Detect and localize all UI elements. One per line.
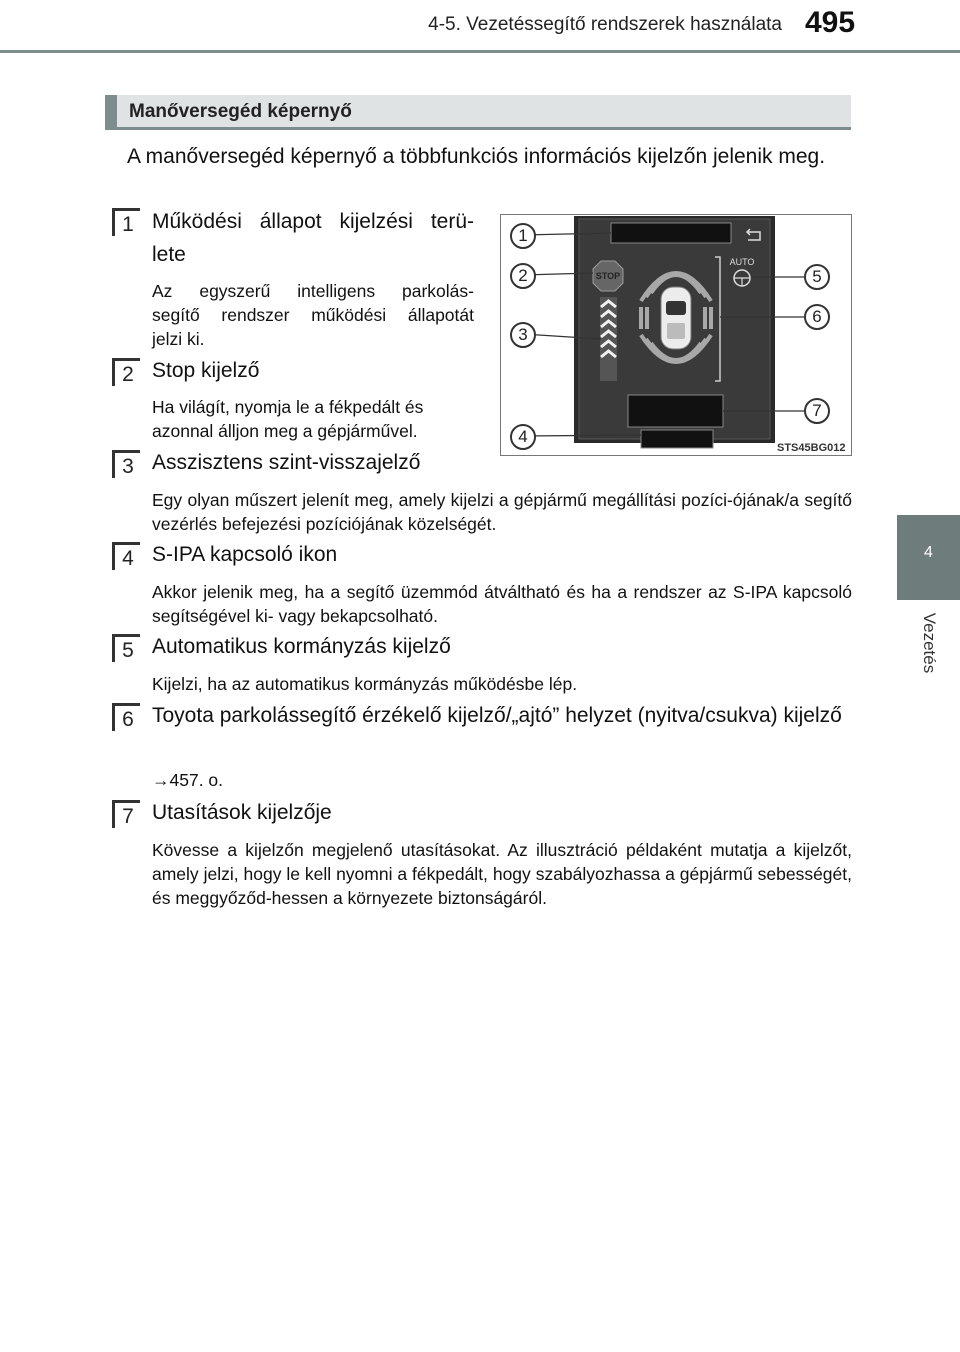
callout-2: 2 xyxy=(510,263,536,289)
section-heading xyxy=(105,95,851,130)
figure-code: STS45BG012 xyxy=(777,442,846,454)
item-number-7: 7 xyxy=(112,800,140,828)
stop-label: STOP xyxy=(595,271,621,281)
instructions-box xyxy=(628,395,723,427)
item-title-3: Asszisztens szint-visszajelző xyxy=(152,451,421,474)
item-title-1-cont: lete xyxy=(152,243,186,266)
item-number-2: 2 xyxy=(112,358,140,386)
status-area xyxy=(611,223,731,243)
item-title-6: Toyota parkolássegítő érzékelő kijelző/„ajtó” helyzet (nyitva/csukva) kijelző xyxy=(152,704,842,727)
callout-7: 7 xyxy=(804,398,830,424)
item-desc-5: Kijelzi, ha az automatikus kormányzás működésbe lép. xyxy=(152,674,578,694)
section-heading-text: Manőversegéd képernyő xyxy=(129,101,352,122)
callout-5: 5 xyxy=(804,264,830,290)
auto-label: AUTO xyxy=(729,257,755,267)
item-number-3: 3 xyxy=(112,450,140,478)
callout-4: 4 xyxy=(510,424,536,450)
item-number-1: 1 xyxy=(112,208,140,236)
item-desc-2-line-1: Ha világít, nyomja le a fékpedált és xyxy=(152,397,424,417)
item-desc-6: →457. o. xyxy=(152,770,224,790)
callout-1: 1 xyxy=(510,223,536,249)
intro-paragraph: A manőversegéd képernyő a többfunkciós információs kijelzőn jelenik meg. xyxy=(127,145,826,168)
vehicle-roof xyxy=(667,323,685,339)
chapter-label-text: Vezetés xyxy=(919,612,939,673)
item-number-4: 4 xyxy=(112,542,140,570)
s-ipa-switch-box xyxy=(641,430,713,448)
page-number: 495 xyxy=(805,6,856,39)
item-number-5: 5 xyxy=(112,634,140,662)
vehicle-windshield xyxy=(666,301,686,315)
callout-6: 6 xyxy=(804,304,830,330)
callout-3: 3 xyxy=(510,322,536,348)
maneuver-screen-figure xyxy=(500,214,852,456)
item-desc-7: Kövesse a kijelzőn megjelenő utasításokat. Az illusztráció példaként mutatja a kijelzőt, amely jelzi, hogy le kell nyomni a fékpedált, hogy szabályozhassa a gépjármű sebességét, és meggyőződ-hessen a környezete biztonságáról. xyxy=(152,840,852,908)
item-number-6: 6 xyxy=(112,703,140,731)
chapter-label xyxy=(897,600,960,685)
item-title-1: Működési állapot kijelzési terü- xyxy=(152,210,474,233)
item-desc-1-line-2: segítő rendszer működési állapotát xyxy=(152,305,474,325)
screen-illustration xyxy=(501,215,853,457)
vehicle-icon xyxy=(661,287,691,349)
chapter-title: 4-5. Vezetéssegítő rendszerek használata xyxy=(428,14,782,35)
item-desc-3: Egy olyan műszert jelenít meg, amely kijelzi a gépjármű megállítási pozíci-ójának/a segítő vezérlés befejezési pozíciójának közelségét. xyxy=(152,490,852,534)
item-desc-1-line-3: jelzi ki. xyxy=(152,329,205,349)
item-title-5: Automatikus kormányzás kijelző xyxy=(152,635,451,658)
item-title-7: Utasítások kijelzője xyxy=(152,801,332,824)
item-desc-2-line-2: azonnal álljon meg a gépjárművel. xyxy=(152,421,418,441)
item-title-2: Stop kijelző xyxy=(152,359,260,382)
item-desc-1-line-1: Az egyszerű intelligens parkolás- xyxy=(152,281,474,301)
item-desc-4: Akkor jelenik meg, ha a segítő üzemmód átváltható és ha a rendszer az S-IPA kapcsoló segítségével ki- vagy bekapcsolható. xyxy=(152,582,852,626)
header-divider xyxy=(0,50,960,53)
item-title-4: S-IPA kapcsoló ikon xyxy=(152,543,338,566)
chapter-tab: 4 xyxy=(897,515,960,600)
